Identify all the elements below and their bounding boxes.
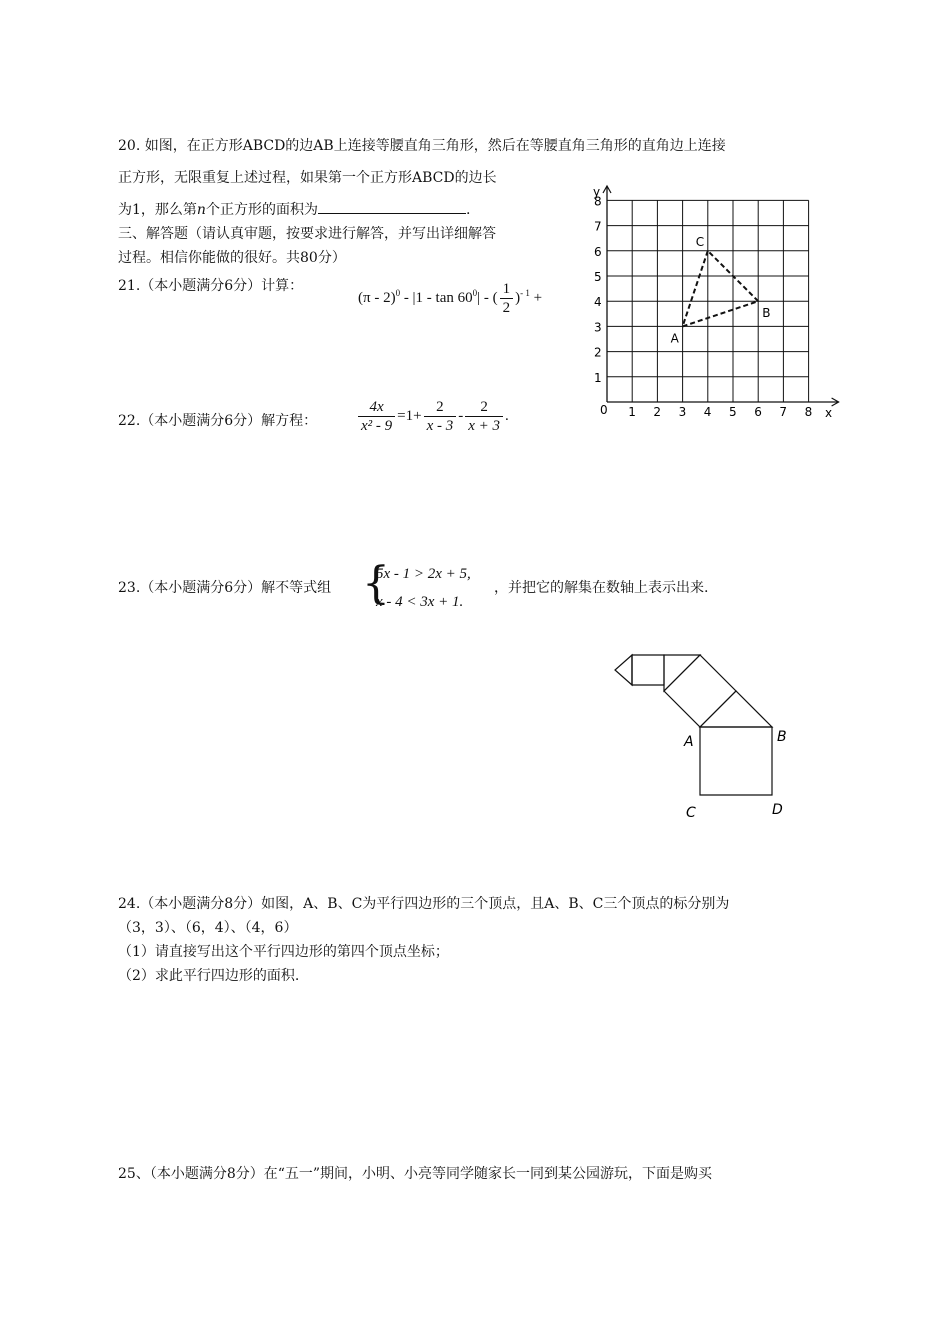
point-label-b: B [762,306,771,321]
q20-variable-n: n [196,202,206,218]
fraction-denominator: 2 [502,300,511,316]
grid-axes [603,186,839,406]
q22-end: . [505,407,509,424]
origin-label: 0 [600,403,608,417]
q23-tail: ，并把它的解集在数轴上表示出来. [494,580,709,596]
x-tick-label: 2 [653,405,662,419]
q24-sub1: （1）请直接写出这个平行四边形的第四个顶点坐标； [118,944,449,960]
coordinate-grid-figure [585,182,840,427]
x-tick-label: 1 [628,405,636,419]
x-tick-label: 6 [754,405,762,419]
axis-x-label: x [825,406,833,420]
isosceles-right-triangle-1 [700,691,772,727]
square-2 [664,655,736,727]
fraction-numerator: 2 [424,398,457,417]
grid-lines [607,200,809,402]
q22-fraction-2 [424,398,457,435]
q21-expr-part: - |1 - tan 60 [400,289,473,306]
q20-line1: 20. 如图，在正方形ABCD的边AB上连接等腰直角三角形，然后在等腰直角三角形的直角边上连接 [118,138,726,154]
y-tick-label: 5 [594,270,602,284]
q24-sub2: （2）求此平行四边形的面积. [118,968,300,984]
q20-line3-text: 为1，那么第 [118,202,197,218]
y-tick-label: 8 [594,194,602,209]
grid-tick-labels [594,194,812,419]
q22-fraction-3 [465,398,503,435]
x-tick-label: 4 [703,405,712,419]
q24-line2: （3，3）、（6，4）、（4，6） [118,920,298,936]
y-tick-label: 7 [594,219,602,234]
q20-line3-end: . [465,202,471,218]
y-tick-label: 4 [594,295,602,310]
q20-line3-text-b: 个正方形的面积为 [205,202,318,218]
q21-label: 21.（本小题满分6分）计算： [118,278,304,294]
q20-line3 [118,199,470,219]
point-label-c: C [695,234,705,249]
q21-half-fraction [500,280,514,317]
section3-line1: 三、解答题（请认真审题，按要求进行解答，并写出详细解答 [118,226,496,242]
fraction-denominator: x² - 9 [361,418,393,434]
point-label-a: A [670,331,679,346]
q23-brace: { [362,558,390,609]
q23-inequality-1: 5x - 1 > 2x + 5, [376,566,471,582]
fraction-numerator: 4x [358,398,395,417]
q22-label: 22.（本小题满分6分）解方程： [118,413,318,429]
q22-equation [356,398,509,435]
q21-exponent: 0 [472,287,478,298]
q24-line1: 24.（本小题满分8分）如图，A、B、C为平行四边形的三个顶点，且A、B、C三个顶点的标分别为 [118,896,730,912]
q20-answer-blank[interactable] [318,199,466,214]
axis-y-label: y [593,185,601,199]
x-tick-label: 7 [779,405,788,419]
isosceles-right-triangle-3 [615,655,632,685]
isosceles-right-triangle-2 [664,655,700,691]
square-3 [632,655,664,685]
q21-expr-part: | - ( [477,289,498,306]
q21-expression [358,280,542,317]
triangle-edge [683,251,708,327]
y-tick-label: 1 [594,370,602,385]
fraction-numerator: 1 [500,280,514,299]
x-tick-label: 3 [678,405,687,419]
square-chain-figure [605,645,805,825]
q23-label: 23.（本小题满分6分）解不等式组 [118,580,332,596]
q21-expr-part: ) [515,289,521,306]
q23-inequality-2: x - 4 < 3x + 1. [376,594,464,610]
fraction-numerator: 2 [465,398,503,417]
square-abcd [700,727,772,795]
x-tick-label: 5 [729,405,737,419]
q21-expr-part: + [529,289,543,306]
label-a: A [684,734,694,750]
fraction-denominator: x - 3 [426,418,454,434]
y-tick-label: 3 [594,320,602,335]
y-tick-label: 6 [594,244,602,259]
q22-fraction-1 [358,398,395,435]
label-d: D [772,802,783,818]
q22-minus: - [458,407,464,424]
x-tick-label: 8 [804,405,813,419]
triangle-abc [671,235,771,346]
q21-expr-part: (π - 2) [358,289,396,306]
q22-equals: =1+ [397,407,422,424]
section3-line2: 过程。相信你能做的很好。共80分） [118,250,346,266]
q25-line1: 25、（本小题满分8分）在“五一”期间，小明、小亮等同学随家长一同到某公园游玩，下面是购买 [118,1166,713,1182]
triangle-edge [683,301,759,326]
fraction-denominator: x + 3 [468,418,501,434]
q20-line2: 正方形，无限重复上述过程，如果第一个正方形ABCD的边长 [118,170,497,186]
label-b: B [777,729,787,745]
y-tick-label: 2 [594,345,602,360]
label-c: C [686,805,696,821]
q21-exponent: 0 [395,287,401,298]
q21-exponent: - 1 [520,287,530,298]
